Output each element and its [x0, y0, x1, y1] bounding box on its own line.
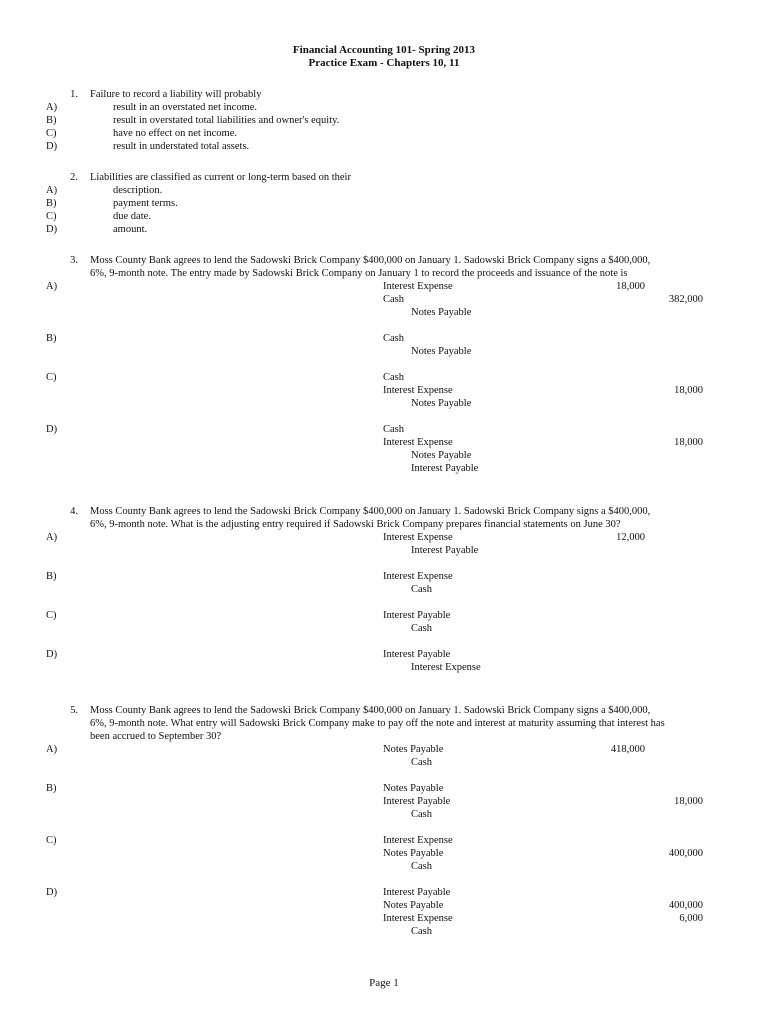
option-letter: B)	[46, 333, 57, 344]
journal-account: Interest Expense	[383, 835, 453, 846]
credit-amount: 18,000	[674, 796, 703, 807]
journal-account: Interest Payable	[383, 649, 451, 660]
option-letter: A)	[46, 185, 58, 196]
journal-account: Cash	[411, 757, 432, 768]
option-letter: D)	[46, 141, 58, 152]
question-text: Failure to record a liability will probably	[90, 89, 262, 100]
journal-account: Interest Payable	[411, 545, 479, 556]
option-letter: A)	[46, 744, 58, 755]
credit-amount: 6,000	[679, 913, 703, 924]
option-text: have no effect on net income.	[113, 128, 238, 139]
option-text: result in overstated total liabilities and owner's equity.	[113, 115, 340, 126]
option-text: result in understated total assets.	[113, 141, 250, 152]
option-letter: C)	[46, 835, 57, 846]
credit-amount: 382,000	[668, 294, 703, 305]
journal-account: Cash	[383, 424, 404, 435]
exam-subtitle: Practice Exam - Chapters 10, 11	[308, 57, 460, 69]
journal-account: Notes Payable	[383, 744, 444, 755]
credit-amount: 18,000	[674, 437, 703, 448]
option-letter: C)	[46, 610, 57, 621]
option-text: description.	[113, 185, 163, 196]
journal-account: Notes Payable	[411, 398, 472, 409]
option-letter: C)	[46, 128, 57, 139]
journal-account: Interest Payable	[383, 796, 451, 807]
journal-account: Notes Payable	[383, 900, 444, 911]
journal-account: Cash	[411, 623, 432, 634]
option-letter: C)	[46, 211, 57, 222]
credit-amount: 400,000	[668, 848, 703, 859]
journal-account: Interest Expense	[383, 385, 453, 396]
journal-account: Interest Expense	[383, 913, 453, 924]
option-letter: D)	[46, 887, 58, 898]
journal-account: Notes Payable	[411, 346, 472, 357]
debit-amount: 12,000	[616, 532, 645, 543]
journal-account: Cash	[411, 861, 432, 872]
journal-account: Interest Payable	[383, 610, 451, 621]
journal-account: Notes Payable	[411, 450, 472, 461]
question-text-line: been accrued to September 30?	[90, 731, 222, 742]
question-text-line: 6%, 9-month note. What is the adjusting entry required if Sadowski Brick Company prepares financial statements on June 30?	[90, 519, 621, 530]
page-number: Page 1	[369, 977, 399, 989]
question-text-line: Moss County Bank agrees to lend the Sadowski Brick Company $400,000 on January 1. Sadowski Brick Company signs a $400,000,	[90, 705, 651, 716]
credit-amount: 400,000	[668, 900, 703, 911]
journal-account: Cash	[411, 584, 432, 595]
journal-account: Interest Expense	[411, 662, 481, 673]
journal-account: Cash	[383, 333, 404, 344]
option-letter: D)	[46, 224, 58, 235]
exam-title: Financial Accounting 101- Spring 2013	[292, 44, 476, 56]
question-number: 5.	[70, 705, 78, 716]
debit-amount: 418,000	[610, 744, 645, 755]
journal-account: Interest Expense	[383, 571, 453, 582]
question-number: 4.	[70, 506, 78, 517]
journal-account: Interest Payable	[383, 887, 451, 898]
option-letter: B)	[46, 115, 57, 126]
question-text-line: 6%, 9-month note. What entry will Sadowski Brick Company make to pay off the note and interest at maturity assuming that interest has	[90, 718, 665, 729]
option-letter: A)	[46, 281, 58, 292]
journal-account: Notes Payable	[411, 307, 472, 318]
question-number: 2.	[70, 172, 78, 183]
question-number: 3.	[70, 255, 78, 266]
journal-account: Notes Payable	[383, 783, 444, 794]
journal-account: Cash	[383, 294, 404, 305]
option-text: payment terms.	[113, 198, 178, 209]
journal-account: Cash	[411, 926, 432, 937]
journal-account: Interest Expense	[383, 532, 453, 543]
question-text: Liabilities are classified as current or long-term based on their	[90, 172, 351, 183]
option-letter: A)	[46, 102, 58, 113]
journal-account: Cash	[411, 809, 432, 820]
journal-account: Interest Expense	[383, 437, 453, 448]
option-letter: D)	[46, 649, 58, 660]
question-text-line: 6%, 9-month note. The entry made by Sadowski Brick Company on January 1 to record the proceeds and issuance of the note is	[90, 268, 628, 279]
option-letter: C)	[46, 372, 57, 383]
option-letter: A)	[46, 532, 58, 543]
question-text-line: Moss County Bank agrees to lend the Sadowski Brick Company $400,000 on January 1. Sadowski Brick Company signs a $400,000,	[90, 506, 651, 517]
option-text: due date.	[113, 211, 151, 222]
journal-account: Notes Payable	[383, 848, 444, 859]
option-letter: B)	[46, 198, 57, 209]
question-text-line: Moss County Bank agrees to lend the Sadowski Brick Company $400,000 on January 1. Sadowski Brick Company signs a $400,000,	[90, 255, 651, 266]
option-letter: D)	[46, 424, 58, 435]
credit-amount: 18,000	[674, 385, 703, 396]
journal-account: Interest Payable	[411, 463, 479, 474]
option-letter: B)	[46, 783, 57, 794]
question-number: 1.	[70, 89, 78, 100]
journal-account: Interest Expense	[383, 281, 453, 292]
option-letter: B)	[46, 571, 57, 582]
debit-amount: 18,000	[616, 281, 645, 292]
option-text: result in an overstated net income.	[113, 102, 258, 113]
option-text: amount.	[113, 224, 148, 235]
journal-account: Cash	[383, 372, 404, 383]
